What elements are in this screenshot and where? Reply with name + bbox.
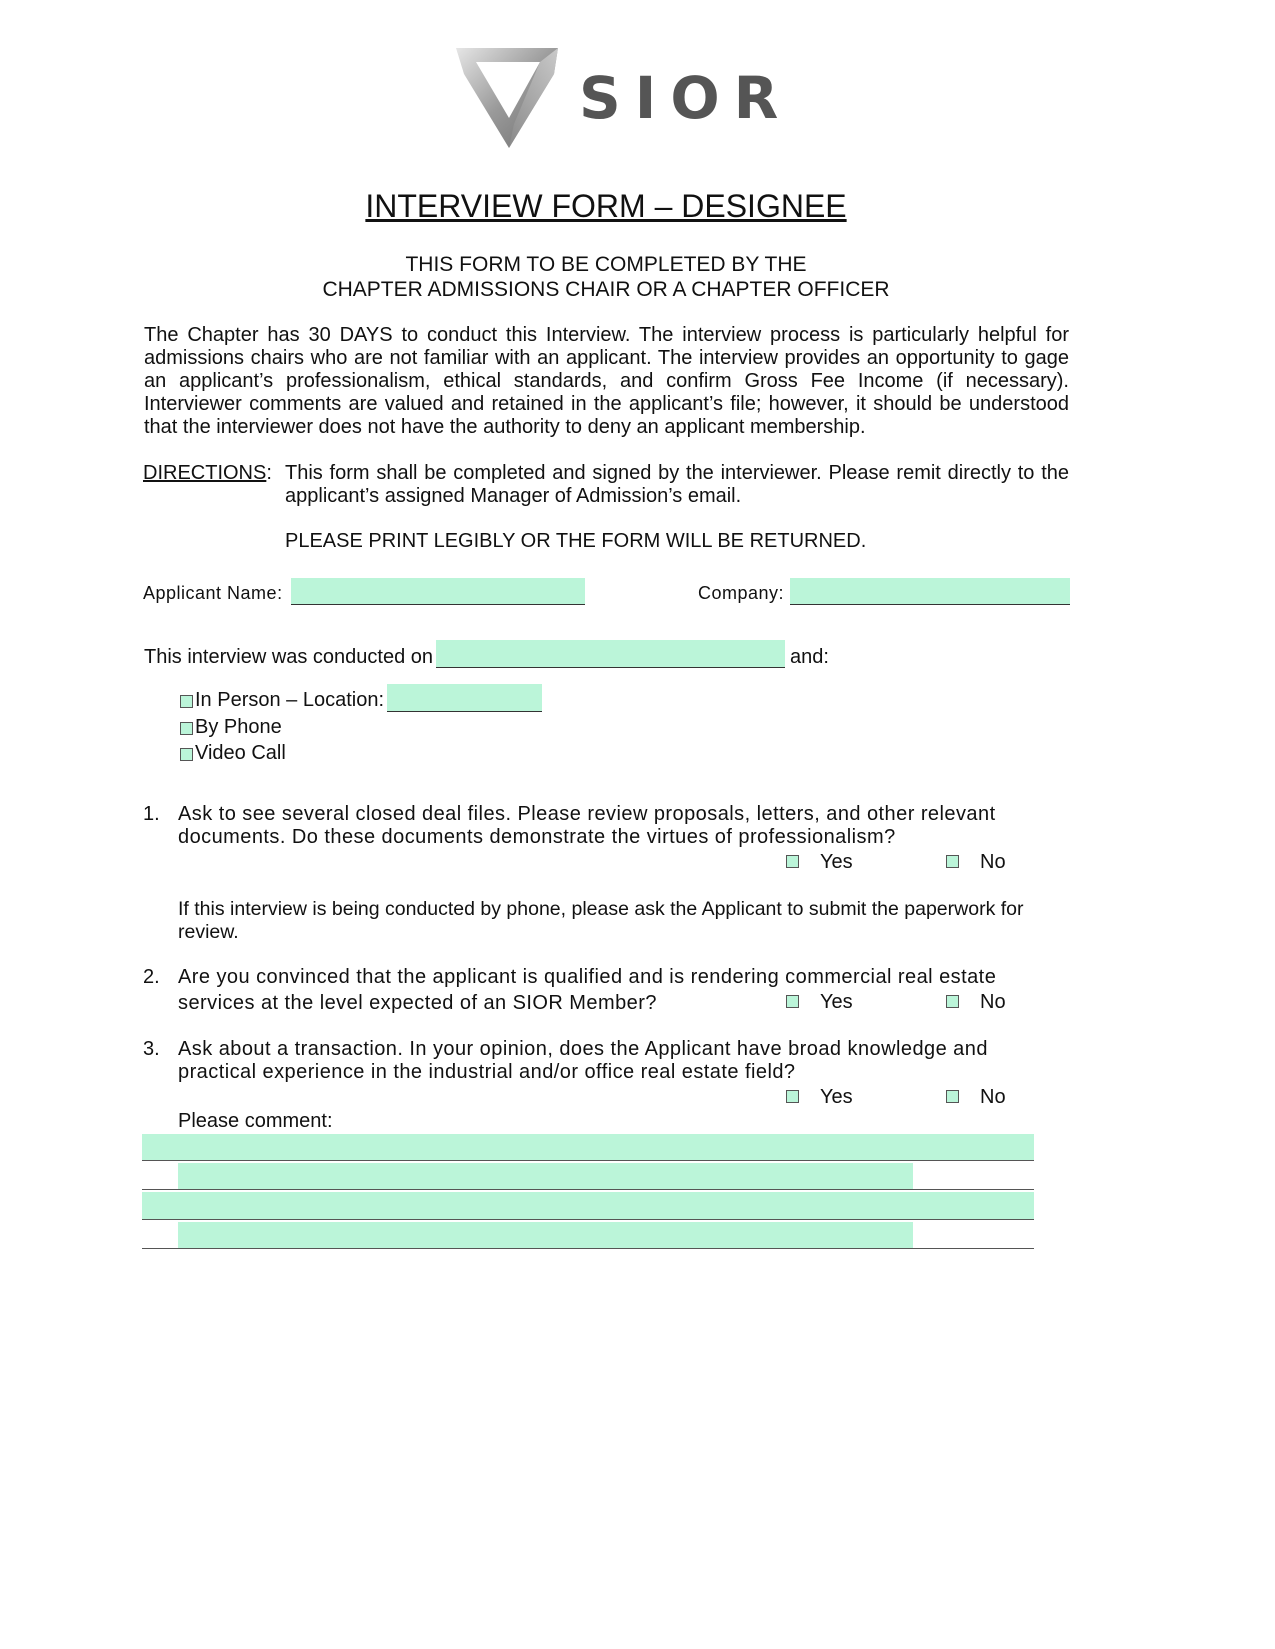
- question-3-no-checkbox[interactable]: [946, 1090, 959, 1103]
- by-phone-label: By Phone: [195, 716, 282, 738]
- comment-rule-2: [142, 1189, 1034, 1190]
- method-by-phone[interactable]: [180, 716, 310, 740]
- question-2-line2: services at the level expected of an SIOR Member?: [178, 992, 657, 1014]
- question-3-number: 3.: [143, 1038, 160, 1060]
- question-2-number: 2.: [143, 966, 160, 988]
- comment-line-1[interactable]: [142, 1134, 1034, 1161]
- directions-label-text: DIRECTIONS: [143, 462, 267, 484]
- directions-warning: PLEASE PRINT LEGIBLY OR THE FORM WILL BE RETURNED.: [285, 530, 867, 552]
- question-1-line2: documents. Do these documents demonstrate the virtues of professionalism?: [178, 826, 896, 848]
- question-1-yes-label: Yes: [820, 851, 853, 873]
- comment-line-2[interactable]: [178, 1163, 913, 1189]
- question-2-no-checkbox[interactable]: [946, 995, 959, 1008]
- page-title: INTERVIEW FORM – DESIGNEE: [365, 188, 847, 224]
- comment-line-3[interactable]: [142, 1192, 1034, 1219]
- sior-logo: [454, 44, 793, 154]
- in-person-label: In Person – Location:: [195, 689, 385, 711]
- question-1-note-line2: review.: [178, 921, 239, 943]
- comment-rule-1: [142, 1160, 1034, 1161]
- conducted-suffix: and:: [790, 646, 829, 668]
- question-3-line2: practical experience in the industrial and/or office real estate field?: [178, 1061, 796, 1083]
- applicant-name-label: Applicant Name:: [143, 583, 283, 603]
- question-2-no-label: No: [980, 991, 1006, 1013]
- question-3-no-label: No: [980, 1086, 1006, 1108]
- video-call-label: Video Call: [195, 742, 286, 764]
- question-1-note-line1: If this interview is being conducted by phone, please ask the Applicant to submit the paperwork for: [178, 898, 1024, 920]
- comment-rule-3: [142, 1219, 1034, 1220]
- question-3-yes-label: Yes: [820, 1086, 853, 1108]
- interview-date-field[interactable]: [436, 640, 785, 668]
- intro-paragraph: The Chapter has 30 DAYS to conduct this Interview. The interview process is particularly helpful for admissions chairs who are not familiar with an applicant. The interview provides an opportunity to gage an applicant’s professionalism, ethical standards, and confirm Gross Fee Income (if necessary). Interviewer comments are valued and retained in the applicant’s file; however, it should be understood that the interviewer does not have the authority to deny an applicant membership.: [144, 324, 1069, 438]
- company-label: Company:: [698, 583, 785, 603]
- comment-rule-4: [142, 1248, 1034, 1249]
- question-2-line1: Are you convinced that the applicant is qualified and is rendering commercial real estate: [178, 966, 997, 988]
- method-video-call[interactable]: [180, 742, 310, 766]
- shield-logo-icon: [454, 44, 564, 154]
- directions-colon: :: [266, 462, 272, 484]
- in-person-checkbox[interactable]: [180, 695, 193, 708]
- question-3-line1: Ask about a transaction. In your opinion, does the Applicant have broad knowledge and: [178, 1038, 988, 1060]
- comment-line-4[interactable]: [178, 1222, 913, 1248]
- logo-wordmark: SIOR: [579, 64, 793, 132]
- question-1-no-checkbox[interactable]: [946, 855, 959, 868]
- location-field[interactable]: [387, 684, 542, 712]
- directions-label: [143, 462, 272, 485]
- question-1-yes-checkbox[interactable]: [786, 855, 799, 868]
- subtitle-line2: CHAPTER ADMISSIONS CHAIR OR A CHAPTER OFFICER: [322, 278, 890, 301]
- question-3-yes-checkbox[interactable]: [786, 1090, 799, 1103]
- video-call-checkbox[interactable]: [180, 748, 193, 761]
- question-2-yes-checkbox[interactable]: [786, 995, 799, 1008]
- by-phone-checkbox[interactable]: [180, 722, 193, 735]
- method-in-person[interactable]: [180, 689, 390, 713]
- question-2-yes-label: Yes: [820, 991, 853, 1013]
- question-1-no-label: No: [980, 851, 1006, 873]
- company-field[interactable]: [790, 578, 1070, 605]
- question-1-number: 1.: [143, 803, 160, 825]
- subtitle-line1: THIS FORM TO BE COMPLETED BY THE: [405, 253, 807, 276]
- directions-text: This form shall be completed and signed by the interviewer. Please remit directly to the applicant’s assigned Manager of Admission’s email.: [285, 462, 1069, 507]
- question-1-line1: Ask to see several closed deal files. Please review proposals, letters, and other relevant: [178, 803, 996, 825]
- comment-label: Please comment:: [178, 1110, 333, 1132]
- applicant-name-field[interactable]: [291, 578, 585, 605]
- conducted-prefix: This interview was conducted on: [144, 646, 434, 668]
